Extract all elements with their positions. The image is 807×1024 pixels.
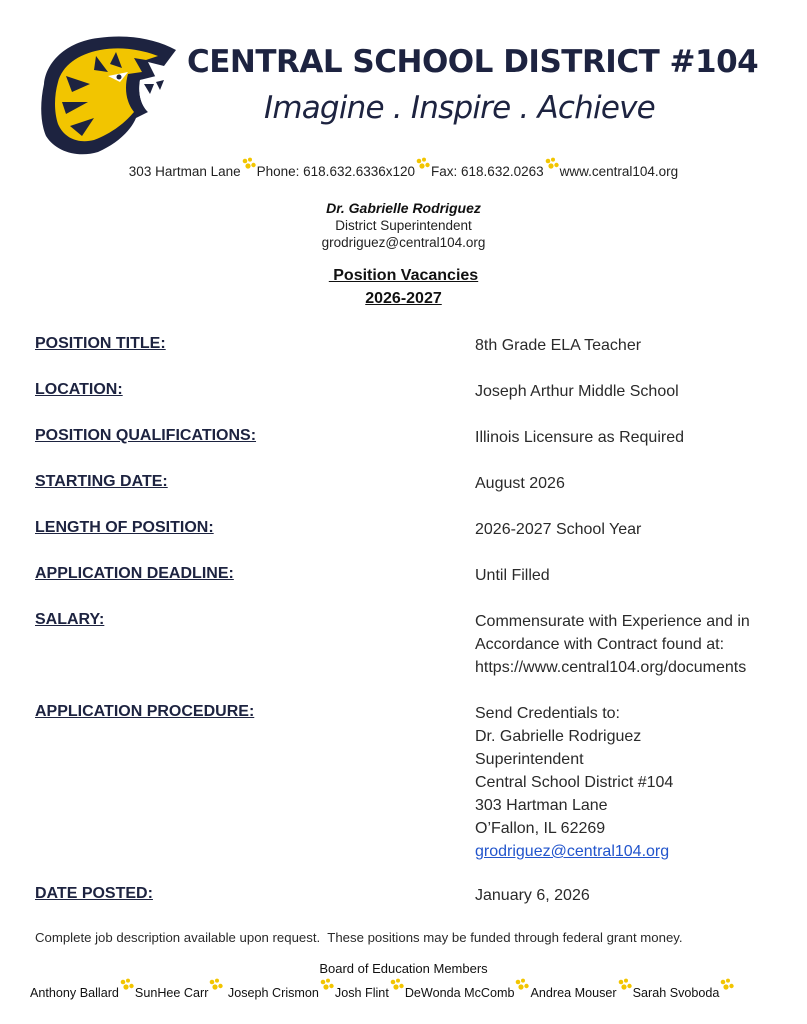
deadline-label: APPLICATION DEADLINE: (35, 565, 234, 582)
procedure-line: 303 Hartman Lane (475, 797, 608, 814)
contact-address: 303 Hartman Lane (128, 164, 241, 179)
vacancies-heading (0, 267, 807, 285)
paw-print-icon (319, 984, 335, 998)
board-member: Andrea Mouser (530, 986, 617, 1000)
position-title-value: 8th Grade ELA Teacher (475, 337, 642, 354)
vacancies-year: 2026-2027 (365, 290, 442, 307)
procedure-line: Superintendent (475, 751, 584, 768)
superintendent-email[interactable]: grodriguez@central104.org (321, 235, 486, 250)
salary-label: SALARY: (35, 611, 105, 628)
paw-print-icon (119, 984, 135, 998)
board-member: Joseph Crismon (227, 986, 319, 1000)
salary-line: Commensurate with Experience and in (475, 613, 750, 630)
superintendent-name: Dr. Gabrielle Rodriguez (326, 200, 481, 216)
qualifications-label: POSITION QUALIFICATIONS: (35, 427, 257, 444)
paw-print-icon (241, 163, 257, 177)
board-member: Josh Flint (334, 986, 389, 1000)
procedure-email-link[interactable]: grodriguez@central104.org (475, 843, 670, 860)
location-value: Joseph Arthur Middle School (475, 383, 679, 400)
paw-print-icon (617, 984, 633, 998)
starting-date-value: August 2026 (475, 475, 565, 492)
superintendent-title: District Superintendent (335, 218, 472, 233)
application-procedure-value (475, 702, 805, 863)
length-label: LENGTH OF POSITION: (35, 519, 214, 536)
board-member: SunHee Carr (134, 986, 209, 1000)
paw-print-icon (389, 984, 405, 998)
paw-print-icon (415, 163, 431, 177)
board-members (30, 984, 735, 1000)
tiger-logo (36, 32, 181, 160)
district-tagline: Imagine . Inspire . Achieve (264, 90, 655, 126)
paw-print-icon (208, 984, 224, 998)
procedure-line: Dr. Gabrielle Rodriguez (475, 728, 642, 745)
paw-print-icon (719, 984, 735, 998)
board-member: Sarah Svoboda (632, 986, 720, 1000)
paw-print-icon (514, 984, 530, 998)
procedure-line: Central School District #104 (475, 774, 674, 791)
position-title-label: POSITION TITLE: (35, 335, 166, 352)
length-value: 2026-2027 School Year (475, 521, 642, 538)
footer-note: Complete job description available upon request. These positions may be funded through federal grant money. (35, 930, 683, 945)
starting-date-label: STARTING DATE: (35, 473, 168, 490)
district-name: CENTRAL SCHOOL DISTRICT #104 (187, 44, 759, 80)
board-member: DeWonda McComb (404, 986, 515, 1000)
salary-documents-url[interactable]: https://www.central104.org/documents (475, 659, 747, 676)
date-posted-value: January 6, 2026 (475, 887, 590, 904)
contact-line (0, 163, 807, 179)
date-posted-label: DATE POSTED: (35, 885, 153, 902)
contact-phone: Phone: 618.632.6336x120 (256, 164, 416, 179)
procedure-line: Send Credentials to: (475, 705, 620, 722)
board-title: Board of Education Members (319, 961, 488, 976)
salary-value (475, 610, 805, 679)
application-procedure-label: APPLICATION PROCEDURE: (35, 703, 255, 720)
salary-line: Accordance with Contract found at: (475, 636, 725, 653)
location-label: LOCATION: (35, 381, 123, 398)
vacancies-heading-text: Position Vacancies (328, 267, 479, 284)
paw-print-icon (544, 163, 560, 177)
deadline-value: Until Filled (475, 567, 550, 584)
tiger-logo-icon (36, 32, 181, 160)
contact-fax: Fax: 618.632.0263 (431, 164, 544, 179)
qualifications-value: Illinois Licensure as Required (475, 429, 684, 446)
board-member: Anthony Ballard (30, 986, 119, 1000)
procedure-line: O’Fallon, IL 62269 (475, 820, 606, 837)
contact-website[interactable]: www.central104.org (559, 164, 679, 179)
